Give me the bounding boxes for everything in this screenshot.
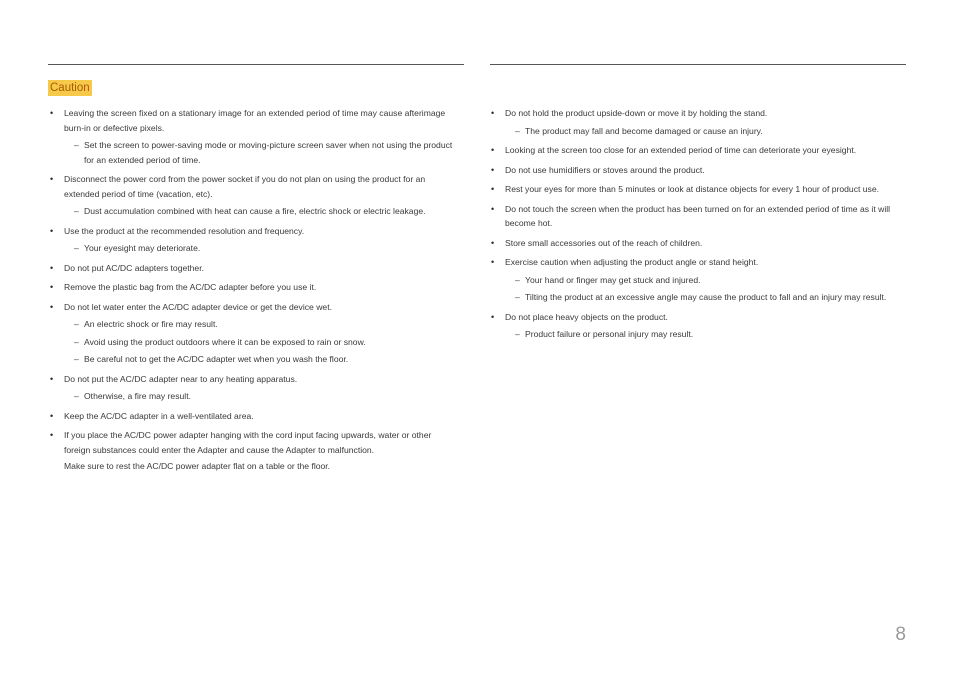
bullet-text: • Remove the plastic bag from the AC/DC adapter before you use it. (64, 282, 317, 292)
left-header-rule (48, 64, 464, 65)
bullet-item (50, 224, 460, 256)
bullet-text: • Do not touch the screen when the product has been turned on for an extended period of time as it will become hot. (505, 203, 891, 228)
bullet-text: • Store small accessories out of the reach of children. (505, 237, 703, 248)
sub-item: – Otherwise, a fire may result. (74, 389, 460, 404)
bullet-text: • Exercise caution when adjusting the product angle or stand height. (505, 257, 759, 267)
bullet-text: • Use the product at the recommended resolution and frequency. (64, 225, 305, 236)
sub-item: – Dust accumulation combined with heat can cause a fire, electric shock or electric leakage. (74, 204, 460, 219)
bullet-text: • If you place the AC/DC power adapter hanging with the cord input facing upwards, water or other foreign substances could enter the Adapter and cause the Adapter to malfunction. (64, 430, 432, 455)
bullet-item (50, 280, 460, 295)
bullet-item (491, 106, 905, 138)
bullet-item (50, 428, 460, 457)
bullet-item (50, 409, 460, 424)
bullet-note: Make sure to rest the AC/DC power adapter flat on a table or the floor. (64, 461, 331, 471)
sub-item: – Set the screen to power-saving mode or moving-picture screen saver when not using the product for an extended period of time. (74, 138, 460, 167)
bullet-item (491, 163, 905, 178)
caution-label: Caution (50, 82, 90, 94)
bullet-text: • Keep the AC/DC adapter in a well-ventilated area. (64, 410, 254, 421)
sub-item: – Product failure or personal injury may result. (515, 327, 905, 342)
bullet-item (491, 182, 905, 197)
sub-item: – The product may fall and become damaged or cause an injury. (515, 124, 905, 139)
sub-item: – Your hand or finger may get stuck and injured. (515, 273, 905, 288)
right-column (491, 106, 905, 347)
bullet-text: • Disconnect the power cord from the power socket if you do not plan on using the product for an extended period of time (vacation, etc). (64, 174, 426, 199)
bullet-item (491, 310, 905, 342)
bullet-text: • Do not put the AC/DC adapter near to any heating apparatus. (64, 373, 298, 384)
bullet-item (50, 261, 460, 276)
sub-item: – Tilting the product at an excessive angle may cause the product to fall and an injury may result. (515, 290, 905, 305)
right-header-rule (490, 64, 906, 65)
bullet-item (50, 300, 460, 367)
bullet-item (491, 143, 905, 158)
sub-item: – Be careful not to get the AC/DC adapter wet when you wash the floor. (74, 352, 460, 367)
bullet-item (491, 236, 905, 251)
bullet-text: • Do not let water enter the AC/DC adapter device or get the device wet. (64, 301, 332, 312)
bullet-item (50, 372, 460, 404)
bullet-text: • Looking at the screen too close for an extended period of time can deteriorate your eyesight. (505, 145, 857, 155)
bullet-item (50, 106, 460, 167)
bullet-text: • Do not put AC/DC adapters together. (64, 262, 204, 273)
bullet-text: • Leaving the screen fixed on a stationary image for an extended period of time may cause afterimage burn-in or defective pixels. (64, 108, 446, 133)
bullet-item (50, 172, 460, 219)
bullet-text: • Rest your eyes for more than 5 minutes or look at distance objects for every 1 hour of product use. (505, 184, 880, 194)
bullet-text: • Do not place heavy objects on the product. (505, 311, 668, 322)
page-number: 8 (895, 624, 906, 645)
bullet-item (491, 202, 905, 231)
sub-item: – Your eyesight may deteriorate. (74, 241, 460, 256)
bullet-text: • Do not use humidifiers or stoves around the product. (505, 164, 705, 175)
sub-item: – An electric shock or fire may result. (74, 317, 460, 332)
bullet-item (491, 255, 905, 305)
left-column (50, 106, 460, 479)
sub-item: – Avoid using the product outdoors where it can be exposed to rain or snow. (74, 335, 460, 350)
bullet-text: • Do not hold the product upside-down or move it by holding the stand. (505, 108, 768, 118)
